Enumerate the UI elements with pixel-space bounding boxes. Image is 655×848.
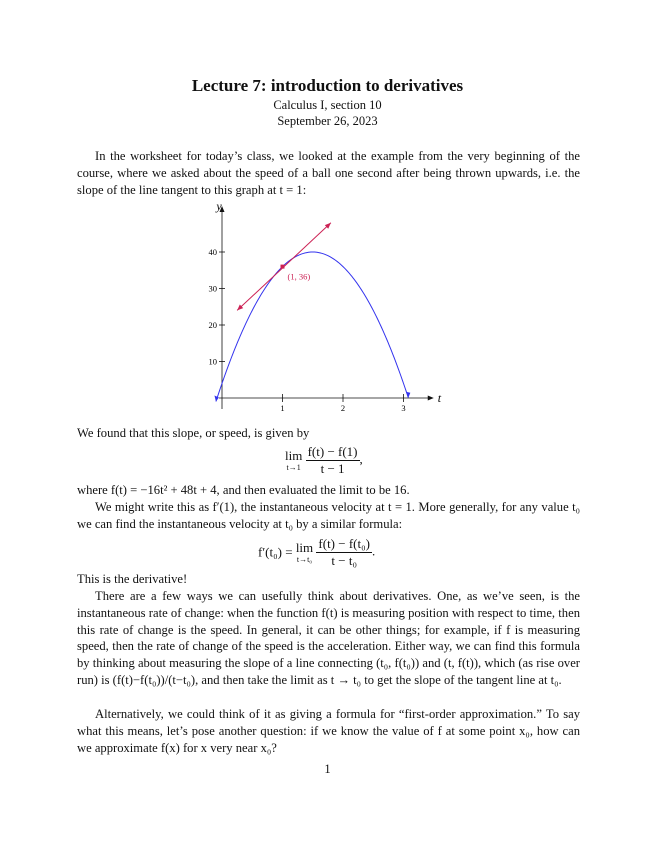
y-axis-label: y: [216, 199, 222, 213]
difference-quotient: $\frac{f(t) - f(1)}{t - 1}$: [307, 444, 358, 476]
parabola-line: [216, 252, 408, 401]
x-tick-label: 3: [401, 403, 406, 413]
paragraph-alternatively: Alternatively, we could think of it as giving a formula for “first-order approximation.” To say what this means, let’s pose another question: if we know the value of f at some point x₀, how can we approximate f(x) for x very near x₀?: [77, 707, 580, 755]
parabola-end-arrow: [406, 392, 411, 398]
y-tick-label: 30: [208, 283, 217, 294]
equation-derivative: f′(t₀) = lim t→t₀ $\frac{\text{f(t) − f(t₀)}}{\text{t − t₀}}$ .: [258, 536, 376, 568]
limit-operator: lim t→t₀: [295, 540, 314, 564]
point-label: (1, 36): [287, 271, 311, 282]
paragraph-intro: In the worksheet for today’s class, we looked at the example from the very beginning of the course, where we asked about the speed of a ball one second after being thrown upwards, i.e. the slope of the line tangent to this graph at t = 1:: [77, 149, 580, 197]
page-title: Lecture 7: introduction to derivatives: [191, 76, 464, 95]
point-marker: [281, 265, 285, 269]
x-axis-arrow: [428, 396, 434, 401]
y-tick-label: 40: [208, 247, 217, 257]
paragraph-derivative: This is the derivative!: [77, 572, 188, 586]
x-axis-label: t: [437, 391, 442, 405]
paragraph-where: where f(t) = −16t² + 48t + 4, and then evaluated the limit to be 16.: [77, 483, 410, 497]
equation-limit-1: lim t→1 $\frac{f(t) - f(1)}{t - 1}$ ,: [285, 444, 363, 476]
difference-quotient: $\frac{\text{f(t) − f(t₀)}}{\text{t − t₀}}$: [318, 536, 370, 568]
page-number: 1: [324, 762, 331, 776]
y-tick-label: 20: [208, 320, 217, 330]
course-line: Calculus I, section 10: [273, 98, 382, 112]
parabola-chart: [200, 198, 460, 418]
limit-operator: lim t→1: [285, 448, 303, 472]
x-tick-label: 2: [340, 403, 346, 413]
date-line: September 26, 2023: [277, 114, 378, 128]
paragraph-ways: There are a few ways we can usefully think about derivatives. One, as we’ve seen, is the instantaneous rate of change: when the function f(t) is measuring position with respect to time, then this rate of change is the speed. In general, it can be other things; for example, if f is measuring speed, then the rate of change of the speed is the acceleration. Either way, we can find this formula by thinking about measuring the slope of a line connecting (t₀, f(t₀)) and (t, f(t)), which (as rise over run) is (f(t)−f(t₀))/(t−t₀), and then take the limit as t → t₀ to get the slope of the tangent line at t₀.: [77, 589, 580, 687]
x-tick-label: 1: [280, 403, 285, 413]
paragraph-found: We found that this slope, or speed, is given by: [77, 426, 310, 440]
y-tick-label: 10: [208, 356, 217, 367]
paragraph-write: We might write this as f′(1), the instantaneous velocity at t = 1. More generally, for any value t₀ we can find the instantaneous velocity at t₀ by a similar formula:: [77, 500, 580, 531]
